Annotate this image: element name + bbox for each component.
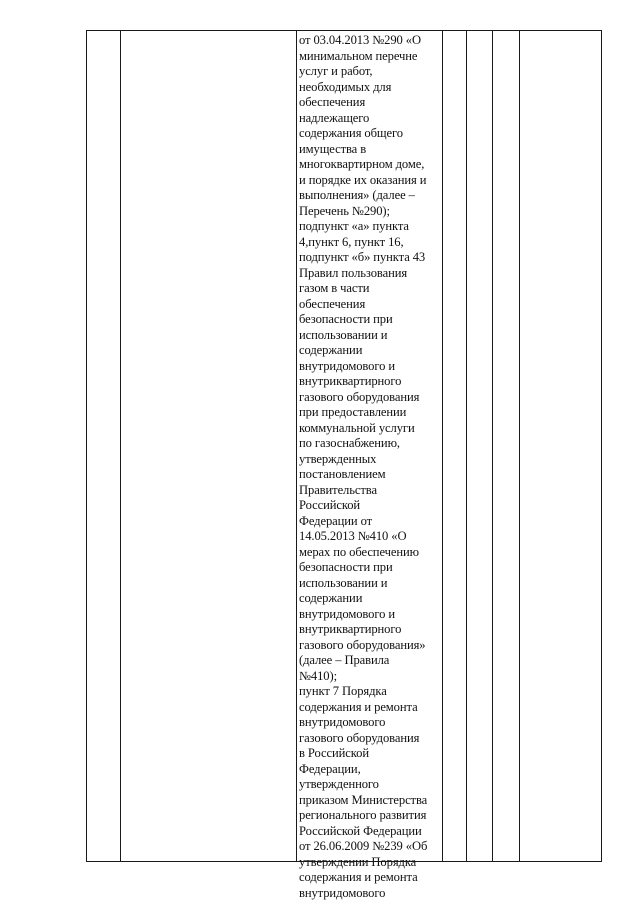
text-line: коммунальной услуги: [299, 420, 415, 435]
text-line: имущества в: [299, 141, 367, 156]
table-cell-text: [299, 33, 441, 901]
table-column-divider: [296, 30, 297, 862]
text-line: внутриквартирного: [299, 374, 402, 388]
table-border-top: [86, 30, 602, 31]
text-line: по газоснабжению,: [299, 436, 400, 450]
text-line: выполнения» (далее –: [299, 188, 415, 202]
text-line: услуг и работ,: [299, 64, 373, 78]
text-line: внутридомового: [299, 885, 386, 900]
text-line: обеспечения: [299, 95, 366, 109]
text-line: содержания и ремонта: [299, 699, 418, 714]
text-line: многоквартирном доме,: [299, 157, 425, 171]
text-line: содержании: [299, 591, 363, 605]
table-column-divider: [492, 30, 493, 862]
text-line: газового оборудования»: [299, 637, 426, 652]
text-line: безопасности при: [299, 312, 393, 326]
text-line: в Российской: [299, 746, 369, 760]
text-line: обеспечения: [299, 296, 366, 311]
text-line: газового оборудования: [299, 730, 420, 745]
text-line: надлежащего: [299, 110, 370, 125]
text-line: использовании и: [299, 327, 388, 342]
text-line: от 26.06.2009 №239 «Об: [299, 839, 428, 853]
text-line: №410);: [299, 668, 337, 683]
text-line: Правительства: [299, 482, 377, 497]
text-line: подпункт «б» пункта 43: [299, 250, 426, 264]
text-line: и порядке их оказания и: [299, 172, 427, 187]
text-line: содержания общего: [299, 126, 403, 140]
text-line: приказом Министерства: [299, 792, 428, 807]
text-line: Российской Федерации: [299, 823, 422, 838]
text-line: Российской: [299, 498, 361, 512]
text-line: Перечень №290);: [299, 203, 390, 218]
text-line: содержания и ремонта: [299, 870, 418, 884]
text-line: постановлением: [299, 467, 386, 481]
text-line: безопасности при: [299, 560, 393, 574]
text-line: от 03.04.2013 №290 «О: [299, 33, 421, 47]
table-column-divider: [120, 30, 121, 862]
text-line: содержании: [299, 343, 363, 357]
text-line: Федерации,: [299, 761, 361, 776]
text-line: 14.05.2013 №410 «О: [299, 529, 407, 543]
text-line: минимальном перечне: [299, 48, 418, 63]
table-column-divider: [466, 30, 467, 862]
text-line: при предоставлении: [299, 405, 407, 419]
text-line: пункт 7 Порядка: [299, 684, 387, 698]
text-line: 4,пункт 6, пункт 16,: [299, 234, 404, 249]
text-line: Федерации от: [299, 513, 373, 528]
text-line: утвержденного: [299, 777, 379, 791]
text-line: Правил пользования: [299, 265, 408, 280]
text-line: внутридомового и: [299, 358, 396, 373]
text-line: необходимых для: [299, 79, 392, 94]
table-column-divider: [519, 30, 520, 862]
text-line: утвержденных: [299, 451, 377, 466]
text-line: подпункт «а» пункта: [299, 219, 409, 233]
text-line: регионального развития: [299, 808, 427, 822]
text-line: внутриквартирного: [299, 622, 402, 636]
text-line: мерах по обеспечению: [299, 544, 419, 559]
text-line: утверждении Порядка: [299, 854, 417, 869]
text-line: внутридомового и: [299, 606, 396, 621]
table-border-right: [601, 30, 602, 862]
table-border-left: [86, 30, 87, 862]
text-line: газового оборудования: [299, 389, 420, 404]
text-line: использовании и: [299, 575, 388, 590]
table-column-divider: [442, 30, 443, 862]
text-line: (далее – Правила: [299, 653, 390, 667]
text-line: внутридомового: [299, 715, 386, 729]
text-line: газом в части: [299, 281, 370, 295]
